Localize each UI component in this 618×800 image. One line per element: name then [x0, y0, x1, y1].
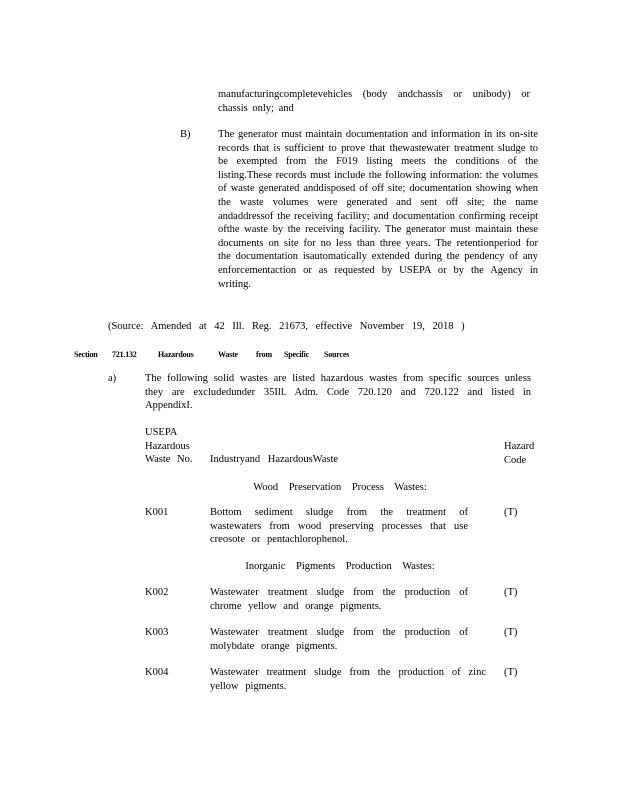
- item-b-label: B): [180, 129, 191, 140]
- item-b-text: The generator must maintain documentation and information in its on-site records that is sufficient to prove that thewastewater treatment sludge to be exempted from the F019 listing meets the conditions of the listing.These records must include the following information: the volumes of waste generated anddisposed of off site; documentation showing when the waste volumes were generated and sent off site; the name andaddressof the receiving facility; and documentation confirming receipt ofthe waste by the receiving facility. The generator must maintain these documents on site for no less than three years. The retentionperiod for the documentation isautomatically extended during the pendency of any enforcementaction or as requested by USEPA or by the Agency in writing.: [218, 129, 538, 290]
- table-row-hazard: (T): [504, 587, 518, 598]
- subsection-a-text: The following solid wastes are listed hazardous wastes from specific sources unless they are excludedunder 35Ill. Adm. Code 720.120 and 720.122 and listed in AppendixI.: [145, 373, 531, 412]
- header-industry: Industryand HazardousWaste: [210, 454, 339, 465]
- table-row-description: Wastewater treatment sludge from the production of molybdate orange pigments.: [210, 627, 468, 652]
- section-number: 721.132: [112, 350, 137, 359]
- table-row-code: K004: [145, 667, 169, 678]
- subsection-a-label: a): [108, 373, 117, 384]
- header-waste-no: USEPA Hazardous Waste No.: [145, 427, 193, 466]
- table-row-description: Bottom sediment sludge from the treatment of wastewaters from wood preserving processes that use creosote or pentachlorophenol.: [210, 507, 468, 546]
- item-a-continuation: manufacturingcompletevehicles (body andchassis or unibody) or chassis only; and: [218, 89, 530, 114]
- section-title-word: Hazardous: [158, 350, 194, 359]
- table-row-hazard: (T): [504, 507, 518, 518]
- header-hazard-code: Hazard Code: [504, 441, 535, 466]
- section-heading: [0, 348, 618, 360]
- table-row-hazard: (T): [504, 627, 518, 638]
- table-row-hazard: (T): [504, 667, 518, 678]
- source-note: (Source: Amended at 42 Ill. Reg. 21673, effective November 19, 2018 ): [108, 321, 465, 332]
- table-row-description: Wastewater treatment sludge from the production of zinc yellow pigments.: [210, 667, 486, 692]
- section-label: Section: [74, 350, 98, 359]
- table-row-code: K001: [145, 507, 169, 518]
- section-title-word: from: [256, 350, 272, 359]
- section-title-word: Sources: [324, 350, 350, 359]
- section-title-word: Waste: [218, 350, 238, 359]
- table-row-code: K002: [145, 587, 169, 598]
- group-heading: Wood Preservation Process Wastes:: [253, 482, 427, 493]
- table-row-description: Wastewater treatment sludge from the production of chrome yellow and orange pigments.: [210, 587, 468, 612]
- group-heading: Inorganic Pigments Production Wastes:: [245, 561, 435, 572]
- section-title-word: Specific: [284, 350, 310, 359]
- table-row-code: K003: [145, 627, 169, 638]
